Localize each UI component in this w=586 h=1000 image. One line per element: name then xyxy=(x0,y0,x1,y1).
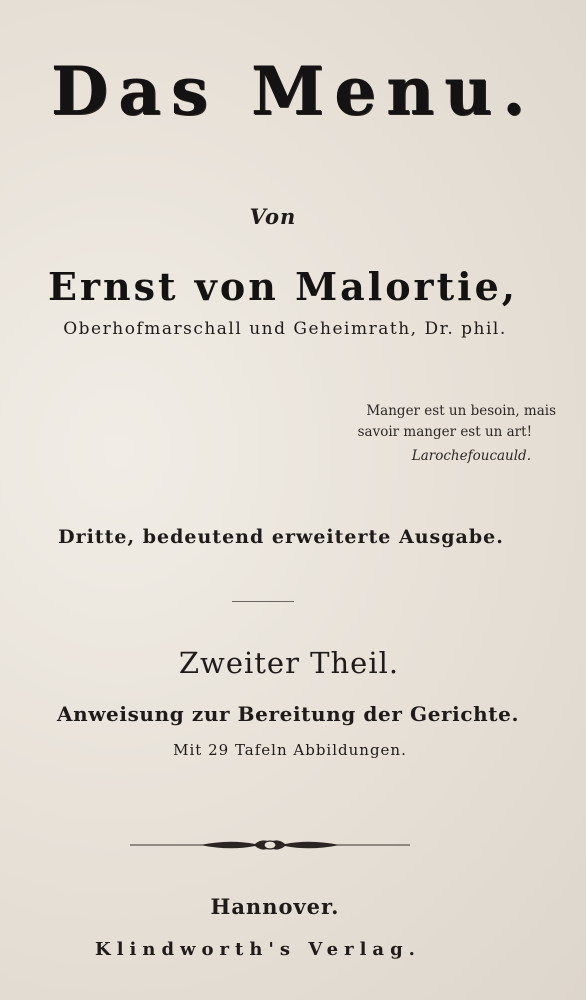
part-title: Anweisung zur Bereitung der Gerichte. xyxy=(56,702,520,726)
book-title: Das Menu. xyxy=(50,52,536,130)
epigraph xyxy=(316,401,556,467)
epigraph-line-1: Manger est un besoin, mais xyxy=(366,403,556,419)
part-heading: Zweiter Theil. xyxy=(178,646,400,680)
epigraph-attribution: Larochefoucauld. xyxy=(411,448,531,464)
publication-place: Hannover. xyxy=(210,894,340,919)
by-line: Von xyxy=(249,204,297,229)
author-title: Oberhofmarschall und Geheimrath, Dr. phil. xyxy=(63,319,507,339)
epigraph-line-2: savoir manger est un art! xyxy=(357,424,532,440)
ornament-divider-icon xyxy=(130,836,410,854)
author-name: Ernst von Malortie, xyxy=(48,264,518,309)
plates-note: Mit 29 Tafeln Abbildungen. xyxy=(173,741,407,759)
edition-statement: Dritte, bedeutend erweiterte Ausgabe. xyxy=(58,526,504,548)
divider-rule xyxy=(232,601,294,602)
publisher-name: Klindworth's Verlag. xyxy=(95,939,421,960)
